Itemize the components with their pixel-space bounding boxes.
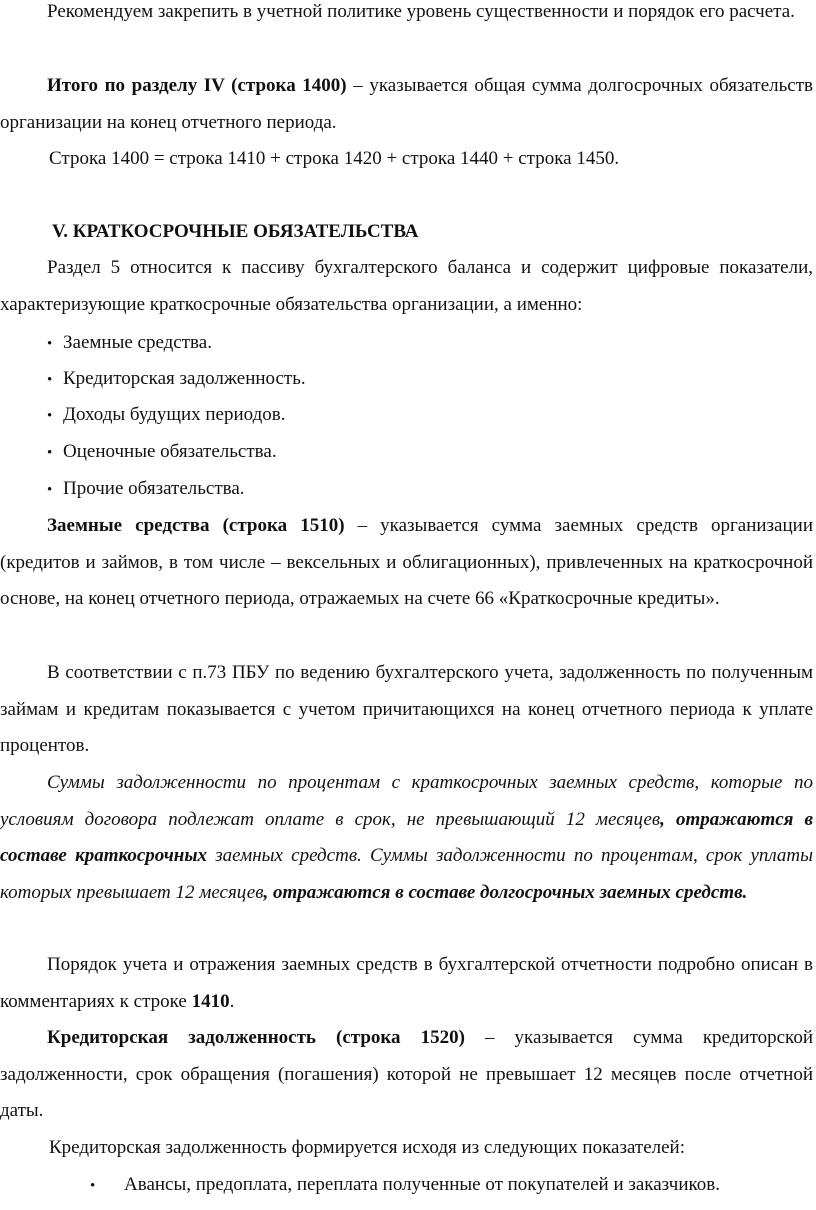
italic-bold-term: краткосрочных xyxy=(75,845,208,866)
paragraph-accounts-payable xyxy=(0,1020,813,1130)
paragraph-text: В соответствии с п.73 ПБУ по ведению бухгалтерского учета, задолженность по полученным займам и кредитам показывается с учетом причитающихся на конец отчетного периода к уплате процентов. xyxy=(0,662,813,756)
paragraph-text: . xyxy=(229,990,235,1012)
bold-term: Итого по разделу IV (строка 1400) xyxy=(47,75,347,96)
paragraph-procedure-reference xyxy=(0,947,813,1020)
bullet: • xyxy=(47,372,53,388)
paragraph-total-section-4 xyxy=(0,68,813,141)
paragraph-materiality xyxy=(0,0,813,31)
paragraph-text: – указывается общая сумма долгосрочных обязательств организации на конец отчетного периода. xyxy=(0,75,813,133)
italic-bold-text: , отражаются в составе xyxy=(0,808,813,866)
list-item-text: Кредиторская задолженность. xyxy=(63,368,306,389)
paragraph-pbu-73 xyxy=(0,655,813,765)
list-item-text: Доходы будущих периодов. xyxy=(63,404,286,425)
list-item xyxy=(47,434,807,471)
paragraph-text: Раздел 5 относится к пассиву бухгалтерского баланса и содержит цифровые показатели, характеризующие краткосрочные обязательства организации, а именно: xyxy=(0,257,813,315)
list-item xyxy=(47,397,807,434)
list-item-text: Оценочные обязательства. xyxy=(63,441,277,462)
bullet: • xyxy=(90,1178,96,1194)
section-heading: V. КРАТКОСРОЧНЫЕ ОБЯЗАТЕЛЬСТВА xyxy=(52,221,419,242)
paragraph-text: Порядок учета и отражения заемных средств в бухгалтерской отчетности подробно описан в комментариях к строке xyxy=(0,954,813,1012)
paragraph-text: – указывается сумма заемных средств организации (кредитов и займов, в том числе – вексельных и облигационных), привлеченных на краткосрочной основе, на конец отчетного периода, отражаемых на счете 66 «Краткосрочные кредиты». xyxy=(0,515,813,609)
formula-line xyxy=(49,141,809,178)
list-item xyxy=(47,325,807,362)
italic-bold-text: , отражаются в составе долгосрочных заемных средств. xyxy=(263,881,748,903)
paragraph-text: – указывается сумма кредиторской задолженности, срок обращения (погашения) которой не превышает 12 месяцев после отчетной даты. xyxy=(0,1027,813,1121)
bold-term: Заемные средства (строка 1510) xyxy=(47,515,345,536)
paragraph-section-5-intro xyxy=(0,250,813,323)
list-item-text: Заемные средства. xyxy=(63,332,212,353)
formula-text: Строка 1400 = строка 1410 + строка 1420 + строка 1440 + строка 1450. xyxy=(49,148,620,169)
bullet: • xyxy=(47,336,53,352)
bullet: • xyxy=(47,445,53,461)
italic-text: заемных средств. Суммы задолженности по процентам, срок уплаты которых превышает 12 месяцев xyxy=(0,845,813,903)
line-reference: 1410 xyxy=(191,990,230,1012)
bullet: • xyxy=(47,408,53,424)
list-item xyxy=(47,471,807,508)
paragraph-borrowed-funds xyxy=(0,508,813,618)
paragraph-payable-indicators xyxy=(49,1130,809,1167)
bold-term: Кредиторская задолженность (строка 1520) xyxy=(47,1027,465,1048)
paragraph-text: Рекомендуем закрепить в учетной политике уровень существенности и порядок его расчета. xyxy=(47,1,795,22)
list-item xyxy=(90,1167,810,1204)
paragraph-interest-italic xyxy=(0,765,813,911)
list-item-text: Авансы, предоплата, переплата полученные от покупателей и заказчиков. xyxy=(124,1174,721,1195)
paragraph-text: Кредиторская задолженность формируется исходя из следующих показателей: xyxy=(49,1137,686,1158)
italic-text: Суммы задолженности по процентам с краткосрочных заемных средств, которые по условиям договора подлежат оплате в срок, не превышающий 12 месяцев xyxy=(0,772,813,830)
list-item xyxy=(47,361,807,398)
list-item-text: Прочие обязательства. xyxy=(63,478,245,499)
bullet: • xyxy=(47,482,53,498)
